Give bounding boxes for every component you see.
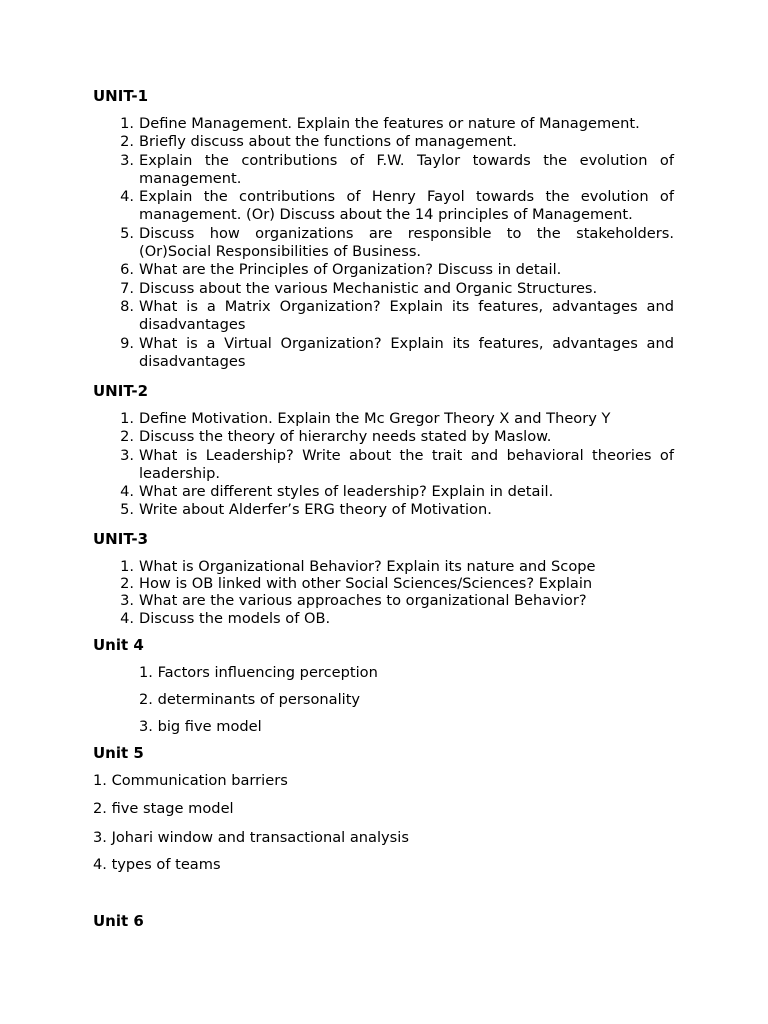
unit-5-topic: 4. types of teams — [93, 856, 221, 873]
question-text: Write about Alderfer’s ERG theory of Motivation. — [139, 501, 492, 519]
unit-1-heading: UNIT-1 — [93, 87, 149, 105]
question-text: Explain the contributions of Henry Fayol towards the evolution of management. (Or) Discuss about the 14 principles of Management. — [139, 188, 674, 224]
unit-6-heading: Unit 6 — [93, 912, 144, 930]
question-text: Define Motivation. Explain the Mc Gregor Theory X and Theory Y — [139, 410, 611, 427]
unit-5-topic: 3. Johari window and transactional analysis — [93, 829, 409, 846]
unit-2-heading: UNIT-2 — [93, 382, 149, 400]
list-item: 4. Discuss the models of OB. — [120, 609, 331, 627]
question-text: Briefly discuss about the functions of management. — [139, 133, 517, 151]
question-text: Discuss the models of OB. — [139, 609, 331, 627]
question-text: What is Organizational Behavior? Explain its nature and Scope — [139, 558, 596, 575]
list-item: 1. What is Organizational Behavior? Explain its nature and Scope — [120, 558, 596, 575]
list-item: 1. Define Motivation. Explain the Mc Gregor Theory X and Theory Y — [120, 410, 611, 427]
question-text: What is a Matrix Organization? Explain its features, advantages and disadvantages — [139, 297, 674, 334]
list-item: 3. Explain the contributions of F.W. Taylor towards the evolution of management. — [120, 151, 674, 187]
list-item: 4. Explain the contributions of Henry Fayol towards the evolution of management. (Or) Discuss about the 14 principles of Management. — [120, 188, 674, 224]
question-text: What are the Principles of Organization? Discuss in detail. — [139, 261, 562, 279]
unit-2-question-list — [93, 410, 674, 520]
unit-4-topic: 2. determinants of personality — [139, 691, 361, 708]
unit-5-topic: 2. five stage model — [93, 800, 234, 817]
list-item: 3. What are the various approaches to organizational Behavior? — [120, 592, 587, 610]
list-item: 9. What is a Virtual Organization? Explain its features, advantages and disadvantages — [120, 334, 674, 370]
list-item: 8. What is a Matrix Organization? Explain its features, advantages and disadvantages — [120, 297, 674, 334]
question-text: Discuss the theory of hierarchy needs stated by Maslow. — [139, 428, 552, 446]
list-item: 1. Define Management. Explain the features or nature of Management. — [120, 115, 640, 132]
list-item: 2. Discuss the theory of hierarchy needs stated by Maslow. — [120, 428, 552, 446]
list-item: 5. Discuss how organizations are responsible to the stakeholders. (Or)Social Responsibilities of Business. — [120, 224, 674, 261]
list-item: 2. How is OB linked with other Social Sciences/Sciences? Explain — [120, 575, 593, 593]
question-text: What are different styles of leadership? Explain in detail. — [139, 483, 554, 501]
question-text: How is OB linked with other Social Sciences/Sciences? Explain — [139, 575, 593, 593]
list-item: 3. What is Leadership? Write about the trait and behavioral theories of leadership. — [120, 446, 674, 482]
list-item: 2. Briefly discuss about the functions of management. — [120, 133, 517, 151]
unit-4-topic: 1. Factors influencing perception — [139, 664, 378, 681]
list-item: 6. What are the Principles of Organization? Discuss in detail. — [120, 261, 562, 279]
unit-5-heading: Unit 5 — [93, 744, 144, 762]
unit-4-heading: Unit 4 — [93, 636, 144, 654]
unit-3-heading: UNIT-3 — [93, 530, 149, 548]
question-text: Discuss how organizations are responsible to the stakeholders. (Or)Social Responsibilities of Business. — [139, 224, 674, 261]
question-text: Explain the contributions of F.W. Taylor towards the evolution of management. — [139, 151, 674, 187]
unit-3-question-list — [93, 558, 674, 627]
list-item: 5. Write about Alderfer’s ERG theory of Motivation. — [120, 501, 492, 519]
question-text: Define Management. Explain the features or nature of Management. — [139, 115, 640, 132]
unit-5-topic: 1. Communication barriers — [93, 772, 288, 789]
unit-4-topic: 3. big five model — [139, 718, 262, 735]
question-text: Discuss about the various Mechanistic and Organic Structures. — [139, 279, 598, 297]
list-item: 7. Discuss about the various Mechanistic and Organic Structures. — [120, 279, 598, 297]
unit-1-question-list — [93, 115, 674, 371]
question-text: What is a Virtual Organization? Explain its features, advantages and disadvantages — [139, 334, 674, 370]
list-item: 4. What are different styles of leadership? Explain in detail. — [120, 483, 554, 501]
question-text: What is Leadership? Write about the trait and behavioral theories of leadership. — [139, 446, 674, 482]
question-text: What are the various approaches to organizational Behavior? — [139, 592, 587, 610]
